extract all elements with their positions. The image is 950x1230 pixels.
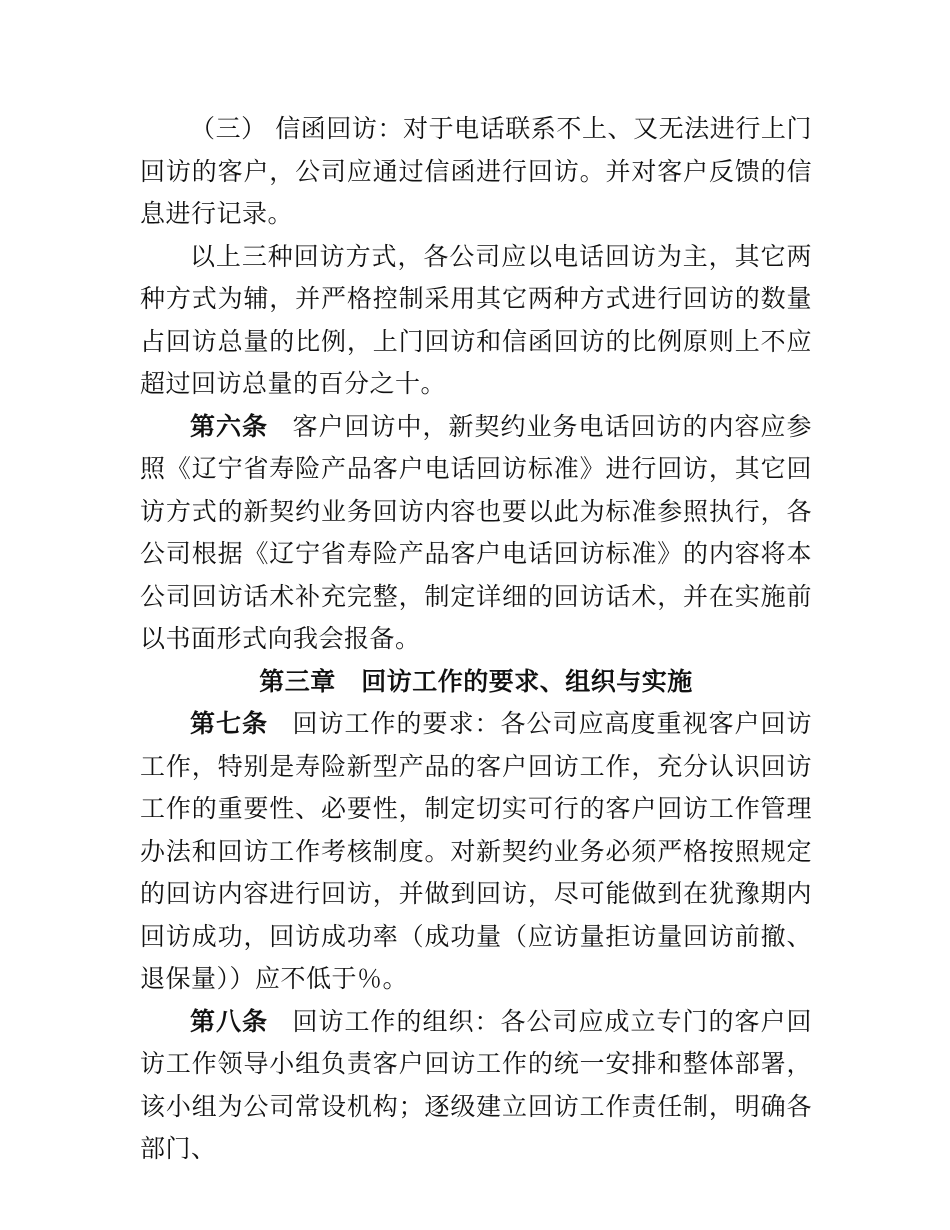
paragraph-visit-methods	[140, 236, 812, 406]
article-label: 第六条	[190, 411, 268, 441]
article-text: 回访工作的要求：各公司应高度重视客户回访工作，特别是寿险新型产品的客户回访工作，充分认识回访工作的重要性、必要性，制定切实可行的客户回访工作管理办法和回访工作考核制度。对新契约业务必须严格按照规定的回访内容进行回访，并做到回访，尽可能做到在犹豫期内回访成功，回访成功率（成功量（应访量拒访量回访前撤、退保量））应不低于％。	[140, 709, 812, 993]
article-six	[140, 406, 812, 661]
paragraph-text: （三） 信函回访：对于电话联系不上、又无法进行上门回访的客户，公司应通过信函进行回访。并对客户反馈的信息进行记录。	[140, 114, 812, 228]
chapter-heading: 第三章 回访工作的要求、组织与实施	[259, 666, 693, 696]
document-body	[140, 108, 812, 1171]
article-text: 回访工作的组织：各公司应成立专门的客户回访工作领导小组负责客户回访工作的统一安排和整体部署，该小组为公司常设机构；逐级建立回访工作责任制，明确各部门、	[140, 1006, 812, 1163]
article-eight	[140, 1001, 812, 1171]
paragraph-text: 以上三种回访方式，各公司应以电话回访为主，其它两种方式为辅，并严格控制采用其它两种方式进行回访的数量占回访总量的比例，上门回访和信函回访的比例原则上不应超过回访总量的百分之十。	[140, 241, 812, 398]
article-label: 第八条	[190, 1006, 268, 1036]
article-text: 客户回访中，新契约业务电话回访的内容应参照《辽宁省寿险产品客户电话回访标准》进行回访，其它回访方式的新契约业务回访内容也要以此为标准参照执行，各公司根据《辽宁省寿险产品客户电话回访标准》的内容将本公司回访话术补充完整，制定详细的回访话术，并在实施前以书面形式向我会报备。	[140, 411, 812, 653]
article-label: 第七条	[190, 709, 268, 738]
article-seven	[140, 703, 812, 1001]
paragraph-letter-visit	[140, 108, 812, 236]
